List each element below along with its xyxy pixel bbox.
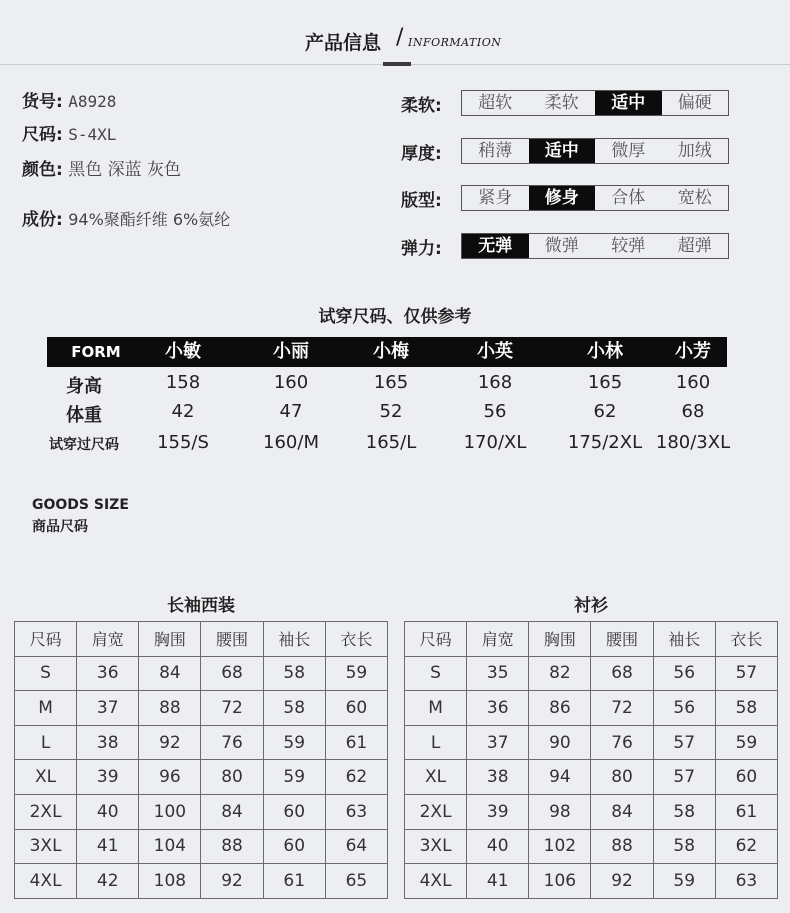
size-range-line (22, 120, 116, 145)
attribute-option: 宽松 (677, 188, 712, 208)
measure-cell: 57 (653, 760, 715, 795)
table-row (405, 656, 778, 691)
item-number-label: 货号: (22, 92, 63, 112)
measure-cell: 64 (325, 829, 387, 864)
column-header: 肩宽 (467, 622, 529, 657)
measure-cell: 59 (325, 656, 387, 691)
measure-cell: 36 (77, 656, 139, 691)
measure-cell: 88 (591, 829, 653, 864)
tryon-size-value: 175/2XL (567, 432, 643, 453)
measure-cell: 80 (201, 760, 263, 795)
header-title-en: INFORMATION (408, 36, 502, 49)
size-range-value: S-4XL (68, 125, 117, 144)
measure-cell: 62 (325, 760, 387, 795)
measure-cell: 35 (467, 656, 529, 691)
attribute-scale (461, 185, 729, 211)
tryon-title: 试穿尺码、仅供参考 (318, 307, 472, 327)
size-cell: M (15, 691, 77, 726)
measure-cell: 63 (325, 794, 387, 829)
measure-cell: 41 (467, 864, 529, 899)
measure-cell: 42 (77, 864, 139, 899)
measure-cell: 72 (201, 691, 263, 726)
attribute-option-selected: 适中 (595, 91, 662, 115)
measure-cell: 39 (467, 794, 529, 829)
measure-cell: 84 (139, 656, 201, 691)
measure-cell: 68 (591, 656, 653, 691)
measure-cell: 38 (467, 760, 529, 795)
size-cell: XL (405, 760, 467, 795)
column-header: 胸围 (139, 622, 201, 657)
tryon-weight-value: 56 (483, 401, 507, 422)
shirt-size-table (404, 621, 778, 899)
measure-cell: 60 (263, 794, 325, 829)
measure-cell: 60 (715, 760, 777, 795)
column-header: 衣长 (715, 622, 777, 657)
measure-cell: 56 (653, 691, 715, 726)
measure-cell: 59 (653, 864, 715, 899)
attribute-label: 厚度: (401, 144, 442, 164)
table-row (405, 864, 778, 899)
measure-cell: 65 (325, 864, 387, 899)
tryon-model-name: 小林 (587, 341, 623, 362)
colors-value: 黑色 深蓝 灰色 (68, 160, 182, 180)
attribute-label: 版型: (401, 191, 442, 211)
measure-cell: 59 (715, 725, 777, 760)
table-row (15, 760, 388, 795)
measure-cell: 57 (715, 656, 777, 691)
attribute-scale (461, 90, 729, 116)
attribute-option: 超弹 (677, 236, 712, 256)
measure-cell: 62 (715, 829, 777, 864)
attribute-option-selected: 修身 (529, 186, 596, 210)
measure-cell: 84 (201, 794, 263, 829)
tryon-model-name: 小梅 (373, 341, 409, 362)
tryon-height-value: 165 (587, 372, 623, 393)
table-header-row (405, 622, 778, 657)
measure-cell: 108 (139, 864, 201, 899)
size-cell: 3XL (15, 829, 77, 864)
size-cell: S (405, 656, 467, 691)
column-header: 肩宽 (77, 622, 139, 657)
goods-size-heading-cn: 商品尺码 (32, 519, 88, 535)
column-header: 衣长 (325, 622, 387, 657)
size-cell: 2XL (405, 794, 467, 829)
measure-cell: 37 (77, 691, 139, 726)
size-cell: XL (15, 760, 77, 795)
suit-table-title: 长袖西装 (167, 596, 235, 616)
measure-cell: 38 (77, 725, 139, 760)
material-label: 成份: (22, 210, 63, 230)
tryon-height-value: 165 (373, 372, 409, 393)
table-row (15, 656, 388, 691)
measure-cell: 88 (139, 691, 201, 726)
measure-cell: 92 (201, 864, 263, 899)
attribute-option-selected: 无弹 (462, 234, 529, 258)
table-row (405, 794, 778, 829)
attribute-scale (461, 138, 729, 164)
attribute-scale (461, 233, 729, 259)
shirt-table-title: 衬衫 (574, 596, 608, 616)
measure-cell: 92 (591, 864, 653, 899)
measure-cell: 86 (529, 691, 591, 726)
measure-cell: 100 (139, 794, 201, 829)
tryon-form-label: FORM (71, 343, 121, 361)
measure-cell: 72 (591, 691, 653, 726)
table-row (15, 725, 388, 760)
measure-cell: 58 (653, 794, 715, 829)
measure-cell: 37 (467, 725, 529, 760)
tryon-weight-label: 体重 (66, 405, 102, 426)
tryon-weight-value: 68 (681, 401, 705, 422)
attribute-label: 柔软: (401, 96, 442, 116)
measure-cell: 61 (325, 725, 387, 760)
attribute-option: 合体 (611, 188, 646, 208)
size-cell: 4XL (405, 864, 467, 899)
measure-cell: 58 (263, 656, 325, 691)
measure-cell: 63 (715, 864, 777, 899)
suit-size-table (14, 621, 388, 899)
attribute-option: 微厚 (611, 141, 646, 161)
tryon-weight-value: 52 (379, 401, 403, 422)
measure-cell: 58 (653, 829, 715, 864)
measure-cell: 36 (467, 691, 529, 726)
table-row (405, 760, 778, 795)
tryon-weight-value: 62 (593, 401, 617, 422)
measure-cell: 60 (263, 829, 325, 864)
measure-cell: 59 (263, 760, 325, 795)
measure-cell: 90 (529, 725, 591, 760)
colors-line (22, 155, 181, 180)
table-header-row (15, 622, 388, 657)
measure-cell: 68 (201, 656, 263, 691)
measure-cell: 106 (529, 864, 591, 899)
table-row (15, 691, 388, 726)
attribute-option: 加绒 (677, 141, 712, 161)
tryon-size-label: 试穿过尺码 (49, 437, 119, 453)
measure-cell: 76 (591, 725, 653, 760)
tryon-model-name: 小英 (477, 341, 513, 362)
measure-cell: 80 (591, 760, 653, 795)
tryon-size-value: 165/L (365, 432, 417, 453)
measure-cell: 94 (529, 760, 591, 795)
tryon-weight-value: 42 (171, 401, 195, 422)
table-row (15, 794, 388, 829)
column-header: 尺码 (15, 622, 77, 657)
measure-cell: 96 (139, 760, 201, 795)
attribute-label: 弹力: (401, 239, 442, 259)
measure-cell: 58 (263, 691, 325, 726)
measure-cell: 39 (77, 760, 139, 795)
tryon-size-value: 160/M (263, 432, 319, 453)
page-header (0, 0, 790, 70)
column-header: 胸围 (529, 622, 591, 657)
attribute-option: 偏硬 (677, 93, 712, 113)
measure-cell: 102 (529, 829, 591, 864)
measure-cell: 82 (529, 656, 591, 691)
attribute-option: 微弹 (544, 236, 579, 256)
attribute-option: 柔软 (544, 93, 579, 113)
tryon-model-name: 小丽 (273, 341, 309, 362)
table-row (405, 829, 778, 864)
column-header: 腰围 (201, 622, 263, 657)
attribute-option: 较弹 (611, 236, 646, 256)
material-value: 94%聚酯纤维 6%氨纶 (68, 210, 231, 229)
measure-cell: 84 (591, 794, 653, 829)
tryon-height-value: 168 (477, 372, 513, 393)
size-cell: 2XL (15, 794, 77, 829)
measure-cell: 76 (201, 725, 263, 760)
measure-cell: 57 (653, 725, 715, 760)
tryon-size-value: 155/S (157, 432, 209, 453)
tryon-height-value: 158 (165, 372, 201, 393)
measure-cell: 59 (263, 725, 325, 760)
measure-cell: 88 (201, 829, 263, 864)
size-cell: S (15, 656, 77, 691)
item-number-line (22, 87, 116, 112)
size-cell: 3XL (405, 829, 467, 864)
attribute-option: 紧身 (478, 188, 513, 208)
size-cell: 4XL (15, 864, 77, 899)
table-row (15, 829, 388, 864)
measure-cell: 58 (715, 691, 777, 726)
header-accent-bar (383, 62, 411, 66)
measure-cell: 92 (139, 725, 201, 760)
tryon-model-name: 小敏 (165, 341, 201, 362)
item-number-value: A8928 (68, 92, 117, 111)
size-cell: M (405, 691, 467, 726)
table-row (405, 725, 778, 760)
tryon-size-value: 180/3XL (655, 432, 731, 453)
tryon-model-name: 小芳 (675, 341, 711, 362)
measure-cell: 56 (653, 656, 715, 691)
header-title-cn: 产品信息 (305, 32, 382, 54)
column-header: 腰围 (591, 622, 653, 657)
attribute-option-selected: 适中 (529, 139, 596, 163)
tryon-size-value: 170/XL (463, 432, 527, 453)
tryon-header-bar (47, 337, 727, 367)
tryon-weight-value: 47 (279, 401, 303, 422)
size-range-label: 尺码: (22, 125, 63, 145)
measure-cell: 104 (139, 829, 201, 864)
colors-label: 颜色: (22, 160, 63, 180)
size-cell: L (405, 725, 467, 760)
measure-cell: 61 (263, 864, 325, 899)
measure-cell: 60 (325, 691, 387, 726)
goods-size-heading-en: GOODS SIZE (32, 497, 129, 513)
size-cell: L (15, 725, 77, 760)
measure-cell: 61 (715, 794, 777, 829)
measure-cell: 40 (77, 794, 139, 829)
tryon-height-value: 160 (273, 372, 309, 393)
column-header: 袖长 (653, 622, 715, 657)
header-slash: / (396, 25, 404, 50)
attribute-option: 稍薄 (478, 141, 513, 161)
table-row (15, 864, 388, 899)
attribute-option: 超软 (478, 93, 513, 113)
column-header: 尺码 (405, 622, 467, 657)
tryon-height-label: 身高 (66, 376, 102, 397)
column-header: 袖长 (263, 622, 325, 657)
measure-cell: 41 (77, 829, 139, 864)
measure-cell: 98 (529, 794, 591, 829)
measure-cell: 40 (467, 829, 529, 864)
material-line (22, 205, 230, 230)
table-row (405, 691, 778, 726)
tryon-height-value: 160 (675, 372, 711, 393)
